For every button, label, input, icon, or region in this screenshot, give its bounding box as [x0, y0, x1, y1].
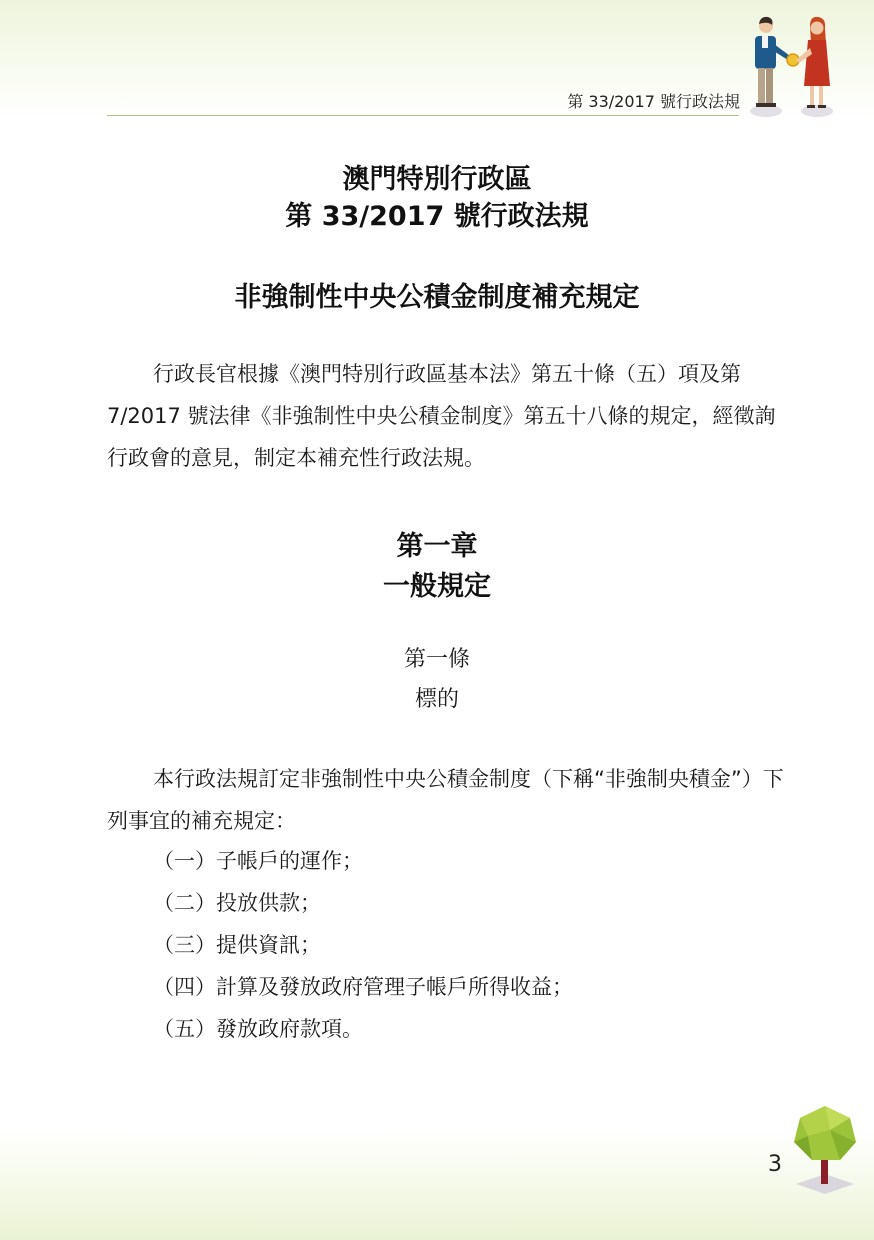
list-item: （四）計算及發放政府管理子帳戶所得收益；: [153, 975, 573, 999]
footer-background: [0, 1130, 874, 1240]
chapter-number: 第一章: [396, 531, 478, 562]
header-divider: [107, 115, 739, 116]
tree-illustration: [790, 1104, 860, 1200]
list-item: （五）發放政府款項。: [153, 1017, 363, 1041]
header-background: [0, 0, 874, 120]
regulation-name-title: 非強制性中央公積金制度補充規定: [234, 282, 640, 313]
regulation-number-title: 第 33/2017 號行政法規: [285, 201, 589, 232]
chapter-name: 一般規定: [383, 571, 491, 602]
article-body: 本行政法規訂定非強制性中央公積金制度（下稱“非強制央積金”）下列事宜的補充規定：: [107, 767, 784, 833]
region-title: 澳門特別行政區: [342, 164, 532, 195]
list-item: （一）子帳戶的運作；: [153, 849, 363, 873]
people-exchanging-coin-illustration: [744, 14, 840, 120]
list-item: （二）投放供款；: [153, 891, 321, 915]
list-item: （三）提供資訊；: [153, 933, 321, 957]
article-number: 第一條: [403, 647, 470, 672]
page-number: 3: [768, 1152, 782, 1177]
running-header: 第 33/2017 號行政法規: [567, 92, 740, 111]
preamble-paragraph: 行政長官根據《澳門特別行政區基本法》第五十條（五）項及第 7/2017 號法律《非強制性中央公積金制度》第五十八條的規定，經徵詢行政會的意見，制定本補充性行政法規。: [107, 362, 776, 470]
article-title: 標的: [414, 687, 459, 712]
article-item-list: [153, 840, 573, 1050]
